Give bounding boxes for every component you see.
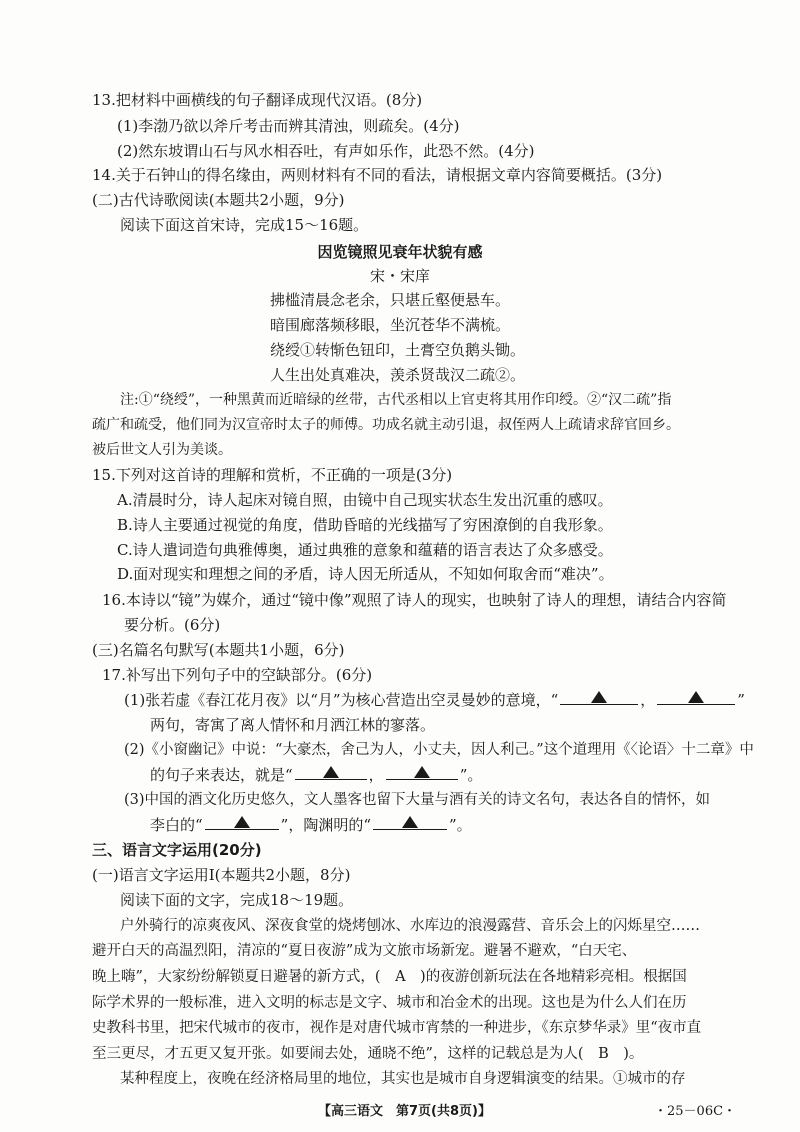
poem-line-3: 绕绶①转惭色钮印，土膏空负鹅头锄。: [270, 341, 526, 359]
poem-note-line-3: 被后世文人引为美谈。: [92, 442, 232, 458]
section3-header: 三、语言文字运用(20分): [92, 841, 262, 859]
poem-note-line-2: 疏广和疏受，他们同为汉宣帝时太子的师傅。功成名就主动引退，叔侄两人上疏请求辞官回乡。: [92, 417, 680, 433]
q15-option-a: A.清晨时分，诗人起床对镜自照，由镜中自己现实状态生发出沉重的感叹。: [117, 491, 613, 509]
triangle-icon: [688, 691, 704, 703]
answer-blank[interactable]: [295, 764, 367, 780]
passage-line-6: 至三更尽，才五更又复开张。如要闹去处，通晓不绝”，这样的记载总是为人( B )。: [92, 1046, 644, 1062]
footer-page-info: 【高三语文 第7页(共8页)】: [318, 1104, 491, 1119]
passage-line-1: 户外骑行的凉爽夜风、深夜食堂的烧烤刨冰、水库边的浪漫露营、音乐会上的闪烁星空……: [120, 918, 700, 934]
passage-line-4: 际学术界的一般标准，进入文明的标志是文字、城市和冶金术的出现。这也是为什么人们在历: [92, 995, 687, 1011]
q15-option-c: C.诗人遣词造句典雅傅奥，通过典雅的意象和蕴藉的语言表达了众多感受。: [117, 541, 613, 559]
passage-line-2: 避开白天的高温烈阳，清凉的“夏日夜游”成为文旅市场新宠。避暑不避欢，“白天宅、: [92, 943, 637, 959]
poem-author: 宋・宋庠: [369, 267, 430, 285]
dictation-section-header: (三)名篇名句默写(本题共1小题，6分): [92, 641, 345, 659]
q17-sub1-text: (1)张若虚《春江花月夜》以“月”为核心营造出空灵曼妙的意境，“: [124, 691, 559, 709]
triangle-icon: [414, 766, 430, 778]
q17-sub1-end: ”: [737, 691, 745, 709]
answer-blank[interactable]: [657, 689, 735, 705]
q17-sub2-text: 的句子来表达，就是“: [150, 766, 293, 784]
q13-sub1: (1)李渤乃欲以斧斤考击而辨其清浊，则疏矣。(4分): [117, 117, 460, 135]
poetry-instruction: 阅读下面这首宋诗，完成15～16题。: [120, 216, 369, 234]
passage-line-5: 史教科书里，把宋代城市的夜市，视作是对唐代城市宵禁的一种进步，《东京梦华录》里“夜市直: [92, 1020, 702, 1036]
q17-sub1-comma: ，: [640, 691, 656, 709]
poetry-section-header: (二)古代诗歌阅读(本题共2小题，9分): [92, 191, 345, 209]
q17-sub3-mid: ”，陶渊明的“: [280, 816, 372, 834]
q17-sub1-line-2: 两句，寄寓了离人情怀和月洒江林的寥落。: [150, 716, 436, 734]
q13-stem: 13.把材料中画横线的句子翻译成现代汉语。(8分): [92, 91, 423, 109]
footer-code: ・25－06C・: [654, 1104, 737, 1119]
answer-blank[interactable]: [373, 814, 447, 830]
q17-sub3-line-1: (3)中国的酒文化历史悠久，文人墨客也留下大量与酒有关的诗文名句，表达各自的情怀，如: [124, 792, 711, 808]
poem-line-1: 拂槛清晨念老余，只堪丘壑便悬车。: [270, 291, 511, 309]
triangle-icon: [402, 816, 418, 828]
q15-stem: 15.下列对这首诗的理解和赏析，不正确的一项是(3分): [92, 466, 453, 484]
triangle-icon: [323, 766, 339, 778]
section3-sub-header: (一)语言文字运用Ⅰ(本题共2小题，8分): [92, 866, 351, 884]
q13-sub2: (2)然东坡谓山石与风水相吞吐，有声如乐作，此恐不然。(4分): [117, 142, 535, 160]
q15-option-b: B.诗人主要通过视觉的角度，借助昏暗的光线描写了穷困潦倒的自我形象。: [117, 516, 613, 534]
q17-sub2-comma: ，: [368, 766, 384, 784]
q16-line-2: 要分析。(6分): [124, 616, 221, 634]
passage-line-3: 晚上嗨”，大家纷纷解锁夏日避暑的新方式，( A )的夜游创新玩法在各地精彩亮相。根据国: [92, 969, 687, 985]
poem-line-4: 人生出处真难决，羡杀贤哉汉二疏②。: [270, 366, 526, 384]
q17-sub1-line-1: [124, 688, 745, 712]
q17-sub2-line-2: [150, 763, 482, 787]
q17-sub3-text: 李白的“: [150, 816, 203, 834]
answer-blank[interactable]: [205, 814, 279, 830]
q14-stem: 14.关于石钟山的得名缘由，两则材料有不同的看法，请根据文章内容简要概括。(3分): [92, 166, 663, 184]
answer-blank[interactable]: [386, 764, 458, 780]
q15-option-d: D.面对现实和理想之间的矛盾，诗人因无所适从，不知如何取舍而“难决”。: [117, 565, 614, 583]
q17-sub3-end: ”。: [449, 816, 472, 834]
poem-line-2: 暗围廊落频移眼，坐沉苍华不满梳。: [270, 316, 511, 334]
passage-line-7: 某种程度上，夜晚在经济格局里的地位，其实也是城市自身逻辑演变的结果。①城市的存: [120, 1071, 686, 1087]
q17-sub2-line-1: (2)《小窗幽记》中说：“大豪杰，舍己为人，小丈夫，因人利己。”这个道理用《〈论语〉十二章》中: [124, 742, 754, 758]
q17-sub3-line-2: [150, 813, 472, 837]
q17-stem: 17.补写出下列句子中的空缺部分。(6分): [102, 666, 373, 684]
triangle-icon: [234, 816, 250, 828]
poem-title: 因览镜照见衰年状貌有感: [317, 243, 483, 261]
triangle-icon: [591, 691, 607, 703]
section3-instruction: 阅读下面的文字，完成18～19题。: [120, 891, 354, 909]
q17-sub2-end: ”。: [459, 766, 483, 784]
answer-blank[interactable]: [560, 689, 638, 705]
poem-note-line-1: 注:①“绕绶”，一种黑黄而近暗绿的丝带，古代丞相以上官吏将其用作印绶。②“汉二疏”指: [120, 392, 672, 408]
q16-line-1: 16.本诗以“镜”为媒介，通过“镜中像”观照了诗人的现实，也映射了诗人的理想，请结合内容简: [102, 591, 727, 609]
